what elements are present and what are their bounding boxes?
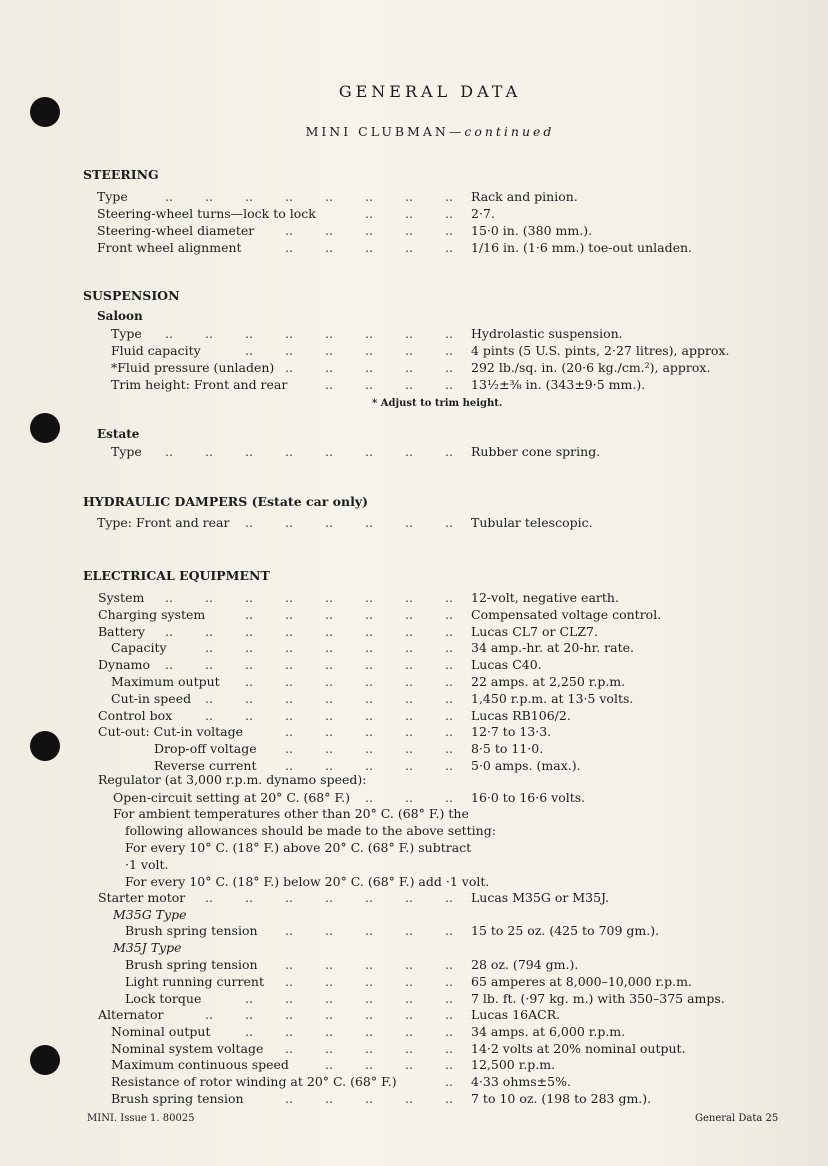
row-value: 13½±⅜ in. (343±9·5 mm.). xyxy=(471,377,646,392)
data-row: System 12-volt, negative earth. .. .. .. .. .. .. .. .. xyxy=(98,590,619,605)
row-value: 7 lb. ft. (·97 kg. m.) with 350–375 amps. xyxy=(471,990,725,1006)
saloon-subheading: Saloon xyxy=(97,309,143,323)
row-label: Cut-out: Cut-in voltage xyxy=(98,724,243,740)
electrical-heading: ELECTRICAL EQUIPMENT xyxy=(83,568,270,583)
row-label: Nominal system voltage xyxy=(111,1040,264,1056)
data-row: Steering-wheel turns—lock to lock 2·7. .. .. .. xyxy=(97,206,495,221)
row-label: Type xyxy=(111,326,142,341)
row-value: 15 to 25 oz. (425 to 709 gm.). xyxy=(471,923,660,938)
estate-subheading: Estate xyxy=(97,427,140,441)
row-label: Nominal output xyxy=(111,1023,211,1039)
data-row: Nominal system voltage 14·2 volts at 20% nominal output. .. .. .. .. .. xyxy=(111,1040,686,1056)
row-label: Brush spring tension xyxy=(125,957,258,972)
row-value: 15·0 in. (380 mm.). xyxy=(471,223,593,238)
row-label: Brush spring tension xyxy=(111,1091,244,1106)
row-value: 8·5 to 11·0. xyxy=(471,741,544,757)
data-row: Charging system Compensated voltage control. .. .. .. .. .. .. xyxy=(98,606,662,622)
row-value: Lucas CL7 or CLZ7. xyxy=(471,623,598,639)
steering-heading: STEERING xyxy=(83,167,159,182)
ambient-line: following allowances should be made to the above setting: xyxy=(125,823,496,838)
row-label: Battery xyxy=(98,623,146,639)
row-label: Maximum continuous speed xyxy=(111,1057,289,1073)
row-value: Lucas M35G or M35J. xyxy=(471,890,610,905)
trim-height-note: * Adjust to trim height. xyxy=(372,398,503,409)
subtitle-main: MINI CLUBMAN xyxy=(305,124,449,139)
data-row: Resistance of rotor winding at 20° C. (68° F.) 4·33 ohms±5%. .. xyxy=(111,1074,571,1090)
suspension-heading: SUSPENSION xyxy=(83,288,180,303)
row-label: Type xyxy=(111,444,142,459)
row-label: Fluid capacity xyxy=(111,343,201,358)
ambient-line: For every 10° C. (18° F.) below 20° C. (68° F.) add ·1 volt. xyxy=(125,874,490,889)
dampers-heading: HYDRAULIC DAMPERS (Estate car only) xyxy=(83,494,368,509)
data-row: Brush spring tension 28 oz. (794 gm.). .. .. .. .. .. xyxy=(125,957,579,972)
row-value: 34 amp.-hr. at 20-hr. rate. xyxy=(471,640,634,656)
row-label: Steering-wheel diameter xyxy=(97,223,255,238)
ambient-line: ·1 volt. xyxy=(125,857,169,872)
row-label: Open-circuit setting at 20° C. (68° F.) xyxy=(113,790,351,805)
data-row: Cut-out: Cut-in voltage 12·7 to 13·3. .. .. .. .. .. xyxy=(98,724,552,740)
row-value: Rubber cone spring. xyxy=(471,444,601,459)
data-row: Alternator Lucas 16ACR. .. .. .. .. .. .. .. xyxy=(98,1007,561,1022)
row-value: Compensated voltage control. xyxy=(471,606,662,622)
row-value: 22 amps. at 2,250 r.p.m. xyxy=(471,674,626,689)
row-label: Brush spring tension xyxy=(125,923,258,938)
row-value: 1/16 in. (1·6 mm.) toe-out unladen. xyxy=(471,240,693,255)
data-row: Brush spring tension 7 to 10 oz. (198 to 283 gm.). .. .. .. .. .. xyxy=(111,1091,652,1106)
footer-issue: MINI. Issue 1. 80025 xyxy=(87,1113,195,1124)
row-label: Starter motor xyxy=(98,890,186,905)
row-label: Reverse current xyxy=(154,758,257,773)
row-label: Charging system xyxy=(98,606,206,622)
row-value: 16·0 to 16·6 volts. xyxy=(471,790,586,805)
row-value: 7 to 10 oz. (198 to 283 gm.). xyxy=(471,1091,652,1106)
row-value: Hydrolastic suspension. xyxy=(471,326,623,341)
data-row: Battery Lucas CL7 or CLZ7. .. .. .. .. .. .. .. .. xyxy=(98,623,598,639)
subtitle-continued: —continued xyxy=(448,124,555,139)
row-value: Rack and pinion. xyxy=(471,189,578,204)
row-label: System xyxy=(98,590,145,605)
row-label: Light running current xyxy=(125,973,264,989)
row-value: 12,500 r.p.m. xyxy=(471,1057,556,1073)
data-row: Dynamo Lucas C40. .. .. .. .. .. .. .. .. xyxy=(98,657,542,673)
row-label: Maximum output xyxy=(111,674,220,689)
data-row: Starter motor Lucas M35G or M35J. .. .. .. .. .. .. .. xyxy=(98,890,610,905)
row-value: 1,450 r.p.m. at 13·5 volts. xyxy=(471,690,634,706)
data-row: *Fluid pressure (unladen) 292 lb./sq. in. (20·6 kg./cm.²), approx. .. .. .. .. .. xyxy=(111,360,711,375)
data-row: Capacity 34 amp.-hr. at 20-hr. rate. .. .. .. .. .. .. .. xyxy=(111,640,634,656)
data-row: Brush spring tension 15 to 25 oz. (425 to 709 gm.). .. .. .. .. .. xyxy=(125,923,660,938)
regulator-label: Regulator (at 3,000 r.p.m. dynamo speed): xyxy=(98,772,367,787)
data-row: Drop-off voltage 8·5 to 11·0. .. .. .. .. .. xyxy=(154,741,544,757)
data-row: Type: Front and rear Tubular telescopic. .. .. .. .. .. .. xyxy=(97,515,593,530)
row-value: 34 amps. at 6,000 r.p.m. xyxy=(471,1023,626,1039)
row-value: 4·33 ohms±5%. xyxy=(471,1074,571,1090)
page-title: GENERAL DATA xyxy=(338,82,522,101)
data-row: Open-circuit setting at 20° C. (68° F.) 16·0 to 16·6 volts. .. .. .. xyxy=(113,790,586,805)
data-row: Type Rubber cone spring. .. .. .. .. .. .. .. .. xyxy=(111,444,601,459)
row-label: *Fluid pressure (unladen) xyxy=(111,360,275,375)
data-row: Control box Lucas RB106/2. .. .. .. .. .. .. .. xyxy=(98,707,571,723)
row-value: Tubular telescopic. xyxy=(471,515,593,530)
row-label: Dynamo xyxy=(98,657,150,673)
punch-hole xyxy=(30,97,60,127)
data-row: Lock torque 7 lb. ft. (·97 kg. m.) with 350–375 amps. .. .. .. .. .. .. xyxy=(125,990,725,1006)
row-label: Resistance of rotor winding at 20° C. (68° F.) xyxy=(111,1074,397,1090)
data-row: Fluid capacity 4 pints (5 U.S. pints, 2·27 litres), approx. .. .. .. .. .. .. xyxy=(111,343,730,358)
row-label: Drop-off voltage xyxy=(154,741,257,757)
data-row: Maximum continuous speed 12,500 r.p.m. .. .. .. .. xyxy=(111,1057,556,1073)
footer-page-number: General Data 25 xyxy=(695,1113,779,1124)
row-label: Control box xyxy=(98,707,173,723)
row-label: Capacity xyxy=(111,640,167,656)
row-label: Lock torque xyxy=(125,990,202,1006)
data-row: Type Rack and pinion. .. .. .. .. .. .. .. .. xyxy=(97,189,578,204)
row-label: Front wheel alignment xyxy=(97,240,242,255)
row-value: Lucas C40. xyxy=(471,657,542,673)
row-value: 12-volt, negative earth. xyxy=(471,590,619,605)
row-label: Steering-wheel turns—lock to lock xyxy=(97,206,316,221)
row-value: Lucas 16ACR. xyxy=(471,1007,561,1022)
data-row: Cut-in speed 1,450 r.p.m. at 13·5 volts. .. .. .. .. .. .. .. xyxy=(111,690,634,706)
row-label: Trim height: Front and rear xyxy=(111,377,288,392)
row-value: Lucas RB106/2. xyxy=(471,707,571,723)
row-value: 12·7 to 13·3. xyxy=(471,724,552,740)
row-value: 292 lb./sq. in. (20·6 kg./cm.²), approx. xyxy=(471,360,711,375)
row-value: 14·2 volts at 20% nominal output. xyxy=(471,1040,686,1056)
m35j-subheading: M35J Type xyxy=(113,940,182,955)
row-label: Alternator xyxy=(98,1007,164,1022)
m35g-subheading: M35G Type xyxy=(113,907,187,922)
row-value: 2·7. xyxy=(471,206,495,221)
row-value: 5·0 amps. (max.). xyxy=(471,758,581,773)
data-row: Trim height: Front and rear 13½±⅜ in. (343±9·5 mm.). .. .. .. .. xyxy=(111,377,646,392)
page-subtitle xyxy=(0,124,828,139)
row-label: Type xyxy=(97,189,128,204)
data-row: Steering-wheel diameter 15·0 in. (380 mm.). .. .. .. .. .. xyxy=(97,223,593,238)
data-row: Type Hydrolastic suspension. .. .. .. .. .. .. .. .. xyxy=(111,326,623,341)
punch-hole xyxy=(30,413,60,443)
data-row: Front wheel alignment 1/16 in. (1·6 mm.) toe-out unladen. .. .. .. .. .. xyxy=(97,240,693,255)
ambient-line: For ambient temperatures other than 20° C. (68° F.) the xyxy=(113,806,469,821)
data-row: Nominal output 34 amps. at 6,000 r.p.m. .. .. .. .. .. .. xyxy=(111,1023,626,1039)
row-value: 28 oz. (794 gm.). xyxy=(471,957,579,972)
data-row: Reverse current 5·0 amps. (max.). .. .. .. .. .. xyxy=(154,758,581,773)
data-row: Maximum output 22 amps. at 2,250 r.p.m. .. .. .. .. .. .. xyxy=(111,674,626,689)
row-value: 4 pints (5 U.S. pints, 2·27 litres), approx. xyxy=(471,343,730,358)
ambient-line: For every 10° C. (18° F.) above 20° C. (68° F.) subtract xyxy=(125,840,472,855)
row-value: 65 amperes at 8,000–10,000 r.p.m. xyxy=(471,973,692,989)
row-label: Cut-in speed xyxy=(111,690,192,706)
data-row: Light running current 65 amperes at 8,000–10,000 r.p.m. .. .. .. .. .. xyxy=(125,973,692,989)
row-label: Type: Front and rear xyxy=(97,515,230,530)
